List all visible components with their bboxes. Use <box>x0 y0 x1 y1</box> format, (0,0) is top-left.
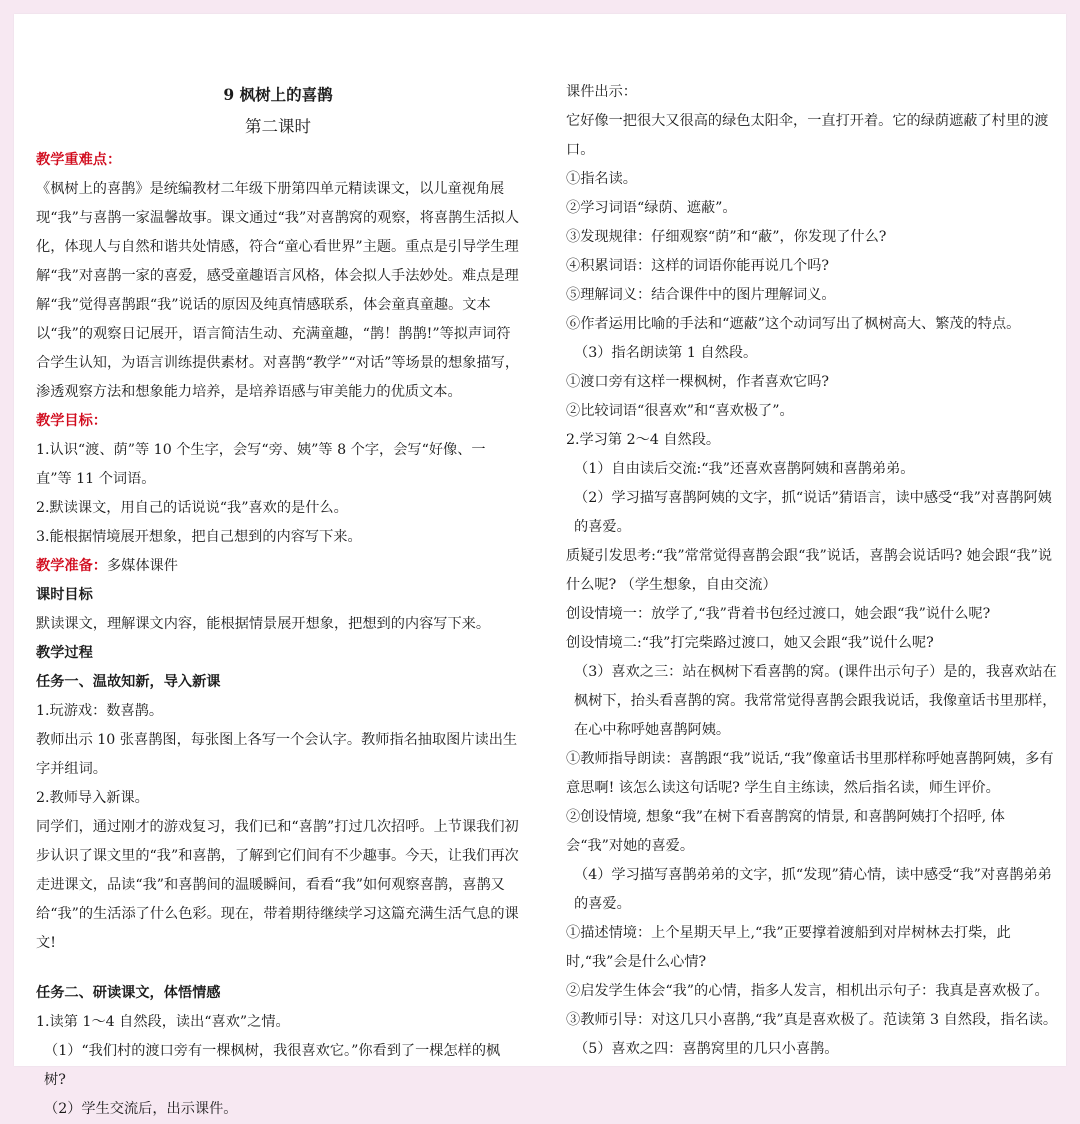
right-paragraph: ①描述情境：上个星期天早上,“我”正要撑着渡船到对岸树林去打柴，此时,“我”会是什么心情? <box>566 925 1011 970</box>
right-paragraph: ②创设情境, 想象“我”在树下看喜鹊窝的情景, 和喜鹊阿姨打个招呼, 体会“我”对她的喜爱。 <box>566 809 1005 854</box>
objective-item: 2.默读课文，用自己的话说说“我”喜欢的是什么。 <box>36 500 348 516</box>
task1-paragraph: 1.玩游戏：数喜鹊。 <box>36 703 164 719</box>
document-page <box>14 14 1066 1117</box>
right-paragraph: 它好像一把很大又很高的绿色太阳伞，一直打开着。它的绿荫遮蔽了村里的渡口。 <box>566 113 1049 158</box>
right-paragraph: ②比较词语“很喜欢”和“喜欢极了”。 <box>566 403 794 419</box>
task1-paragraph: 教师出示 10 张喜鹊图，每张图上各写一个会认字。教师指名抽取图片读出生字并组词。 <box>36 732 518 777</box>
right-paragraph: ④积累词语：这样的词语你能再说几个吗? <box>566 258 829 274</box>
right-paragraph: 创设情境二:“我”打完柴路过渡口，她又会跟“我”说什么呢? <box>566 635 934 651</box>
section-gap <box>36 958 520 979</box>
right-paragraph: ②学习词语“绿荫、遮蔽”。 <box>566 200 737 216</box>
right-paragraph: （3）指名朗读第 1 自然段。 <box>574 345 758 361</box>
objectives-heading: 教学目标： <box>36 413 107 429</box>
lesson-goal-heading: 课时目标 <box>36 587 93 603</box>
right-column <box>566 14 1060 1064</box>
right-paragraph: 课件出示： <box>566 84 637 100</box>
right-paragraph: ⑤理解词义：结合课件中的图片理解词义。 <box>566 287 836 303</box>
right-paragraph: （5）喜欢之四：喜鹊窝里的几只小喜鹊。 <box>574 1041 839 1057</box>
right-paragraph: （2）学习描写喜鹊阿姨的文字，抓“说话”猜语言，读中感受“我”对喜鹊阿姨的喜爱。 <box>574 490 1052 535</box>
lesson-title: 9 枫树上的喜鹊 <box>223 85 333 104</box>
right-paragraph: 质疑引发思考:“我”常常觉得喜鹊会跟“我”说话，喜鹊会说话吗? 她会跟“我”说什么呢? （学生想象，自由交流） <box>566 548 1053 593</box>
right-paragraph: ⑥作者运用比喻的手法和“遮蔽”这个动词写出了枫树高大、繁茂的特点。 <box>566 316 1021 332</box>
right-paragraph: ②启发学生体会“我”的心情，指多人发言，相机出示句子：我真是喜欢极了。 <box>566 983 1049 999</box>
right-paragraph: （4）学习描写喜鹊弟弟的文字，抓“发现”猜心情，读中感受“我”对喜鹊弟弟的喜爱。 <box>574 867 1052 912</box>
right-paragraph: （1）自由读后交流:“我”还喜欢喜鹊阿姨和喜鹊弟弟。 <box>574 461 915 477</box>
task2-paragraph: （1）“我们村的渡口旁有一棵枫树，我很喜欢它。”你看到了一棵怎样的枫树? <box>44 1043 501 1088</box>
right-paragraph: （3）喜欢之三：站在枫树下看喜鹊的窝。(课件出示句子）是的，我喜欢站在枫树下，抬头看喜鹊的窝。我常常觉得喜鹊会跟我说话，我像童话书里那样，在心中称呼她喜鹊阿姨。 <box>574 664 1057 738</box>
right-paragraph: ①教师指导朗读：喜鹊跟“我”说话,“我”像童话书里那样称呼她喜鹊阿姨，多有意思啊! 该怎么读这句话呢? 学生自主练读，然后指名读，师生评价。 <box>566 751 1054 796</box>
key-points-heading: 教学重难点： <box>36 152 122 168</box>
right-paragraph: 2.学习第 2～4 自然段。 <box>566 432 721 448</box>
right-paragraph: ①指名读。 <box>566 171 637 187</box>
objective-item: 1.认识“渡、荫”等 10 个生字，会写“旁、姨”等 8 个字，会写“好像、一直”等 11 个词语。 <box>36 442 486 487</box>
task2-paragraph: 1.读第 1～4 自然段，读出“喜欢”之情。 <box>36 1014 290 1030</box>
right-paragraph: ①渡口旁有这样一棵枫树，作者喜欢它吗? <box>566 374 829 390</box>
right-paragraph: ③发现规律：仔细观察“荫”和“蔽”，你发现了什么? <box>566 229 887 245</box>
objective-item: 3.能根据情境展开想象，把自己想到的内容写下来。 <box>36 529 362 545</box>
task2-paragraph: （2）学生交流后，出示课件。 <box>44 1101 238 1117</box>
process-heading: 教学过程 <box>36 645 93 661</box>
key-points-text: 《枫树上的喜鹊》是统编教材二年级下册第四单元精读课文，以儿童视角展现“我”与喜鹊一家温馨故事。课文通过“我”对喜鹊窝的观察，将喜鹊生活拟人化，体现人与自然和谐共处情感，符合“童心看世界”主题。重点是引导学生理解“我”对喜鹊一家的喜爱，感受童趣语言风格，体会拟人手法妙处。难点是理解“我”觉得喜鹊跟“我”说话的原因及纯真情感联系，体会童真童趣。文本以“我”的观察日记展开，语言简洁生动、充满童趣，“鹊！鹊鹊!”等拟声词符合学生认知，为语言训练提供素材。对喜鹊“教学”“对话”等场景的想象描写，渗透观察方法和想象能力培养，是培养语感与审美能力的优质文本。 <box>36 181 520 400</box>
task1-paragraph: 同学们，通过刚才的游戏复习，我们已和“喜鹊”打过几次招呼。上节课我们初步认识了课文里的“我”和喜鹊，了解到它们间有不少趣事。今天，让我们再次走进课文，品读“我”和喜鹊间的温暖瞬间，看看“我”如何观察喜鹊，喜鹊又给“我”的生活添了什么色彩。现在，带着期待继续学习这篇充满生活气息的课文! <box>36 819 519 951</box>
prep-text: 多媒体课件 <box>106 558 178 574</box>
task1-paragraph: 2.教师导入新课。 <box>36 790 149 806</box>
right-paragraph: 创设情境一：放学了,“我”背着书包经过渡口，她会跟“我”说什么呢? <box>566 606 991 622</box>
prep-heading: 教学准备： <box>36 558 107 574</box>
left-column <box>36 14 520 1124</box>
lesson-goal-text: 默读课文，理解课文内容，能根据情景展开想象，把想到的内容写下来。 <box>36 616 491 632</box>
lesson-subtitle: 第二课时 <box>245 117 311 136</box>
prep-line <box>36 552 520 581</box>
right-paragraph: ③教师引导：对这几只小喜鹊,“我”真是喜欢极了。范读第 3 自然段，指名读。 <box>566 1012 1058 1028</box>
task1-heading: 任务一、温故知新，导入新课 <box>36 674 221 690</box>
task2-heading: 任务二、研读课文，体悟情感 <box>36 985 221 1001</box>
